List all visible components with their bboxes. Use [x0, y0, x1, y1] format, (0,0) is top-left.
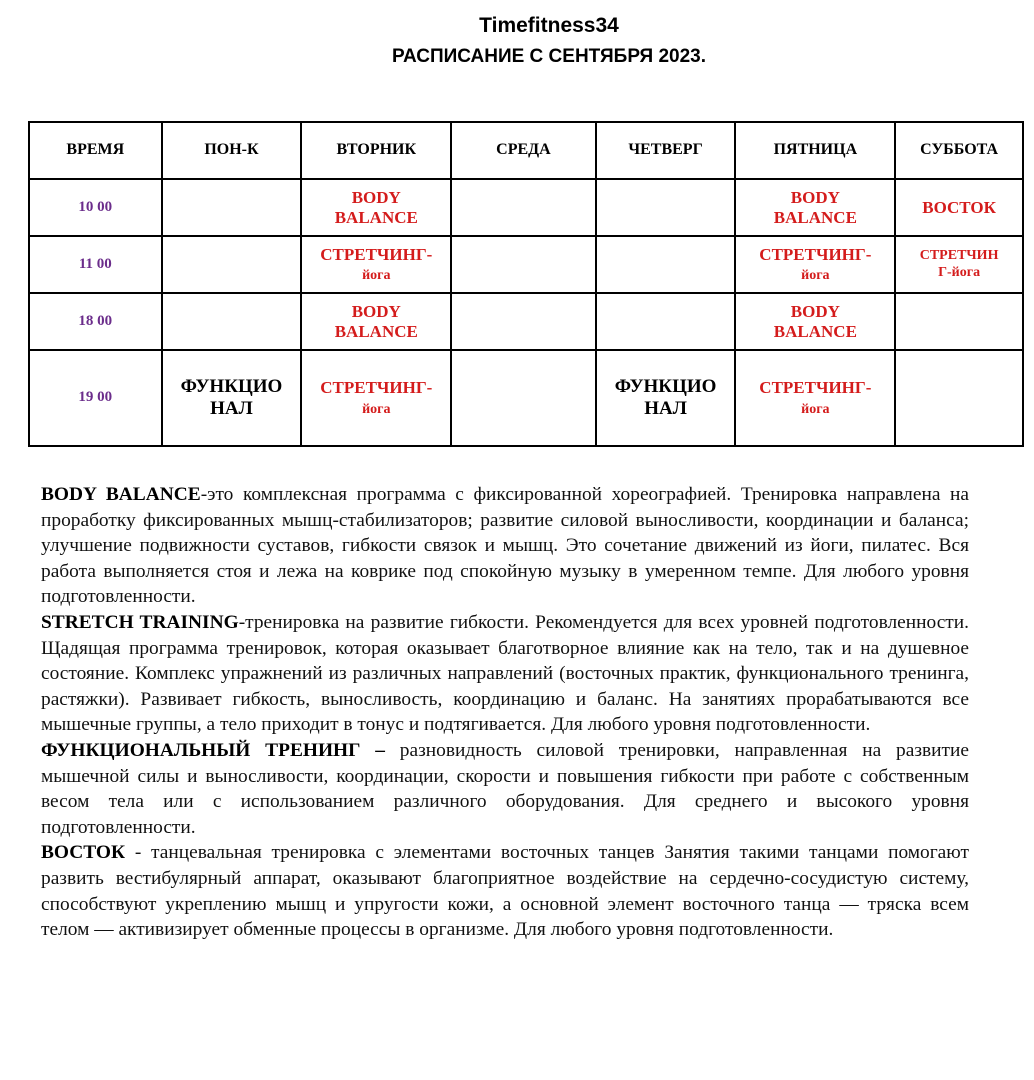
- tue-cell: [301, 350, 451, 446]
- fri-cell: [735, 179, 895, 236]
- class-line: BALANCE: [773, 207, 857, 227]
- gym-name: Timefitness34: [479, 14, 619, 37]
- fri-cell: [735, 236, 895, 293]
- wed-cell: [451, 350, 595, 446]
- class-line: йога: [362, 401, 391, 417]
- mon-cell: [162, 293, 302, 350]
- class-line: Г-йога: [938, 264, 981, 280]
- schedule-table: [28, 121, 1024, 447]
- sat-cell: [895, 350, 1023, 446]
- description-term: ВОСТОК: [41, 842, 126, 864]
- wed-cell: [451, 179, 595, 236]
- class-line: BALANCE: [334, 207, 418, 227]
- descriptions: [41, 482, 969, 943]
- mon-cell: [162, 236, 302, 293]
- description-term: BODY BALANCE: [41, 484, 201, 505]
- time-cell: 18 00: [29, 293, 162, 350]
- table-row: [29, 179, 1023, 236]
- class-line: BALANCE: [773, 321, 857, 341]
- col-header-wed: СРЕДА: [451, 122, 595, 179]
- mon-cell: [162, 179, 302, 236]
- class-line: ВОСТОК: [922, 197, 996, 217]
- class-line: ФУНКЦИО: [180, 376, 283, 398]
- col-header-fri: ПЯТНИЦА: [735, 122, 895, 179]
- tue-cell: [301, 236, 451, 293]
- wed-cell: [451, 293, 595, 350]
- time-cell: 11 00: [29, 236, 162, 293]
- mon-cell: [162, 350, 302, 446]
- description-vostok: [41, 840, 969, 942]
- schedule-title: РАСПИСАНИЕ С СЕНТЯБРЯ 2023.: [391, 46, 707, 67]
- class-line: НАЛ: [644, 398, 687, 419]
- class-line: йога: [801, 401, 830, 417]
- sat-cell: [895, 236, 1023, 293]
- description-body-balance: [41, 482, 969, 610]
- class-line: СТРЕТЧИНГ-: [320, 378, 433, 398]
- description-stretch: [41, 610, 969, 738]
- description-term: ФУНКЦИОНАЛЬНЫЙ ТРЕНИНГ –: [41, 739, 385, 761]
- table-row: [29, 293, 1023, 350]
- header-row: [29, 122, 1023, 179]
- tue-cell: [301, 293, 451, 350]
- thu-cell: [596, 293, 736, 350]
- class-line: ФУНКЦИО: [614, 376, 717, 398]
- description-functional: [41, 738, 969, 840]
- class-line: BODY: [790, 301, 840, 321]
- class-line: СТРЕТЧИНГ-: [759, 378, 872, 398]
- col-header-mon: ПОН-К: [162, 122, 302, 179]
- description-text: -тренировка на развитие гибкости. Рекомендуется для всех уровней подготовленности. Щадящая программа тренировок, которая оказывает благотворное влияние как на тело, так и на душевное состояние. Комплекс упражнений из различных направлений (восточных практик, функционального тренинга, растяжки). Развивает гибкость, выносливость, координацию и баланс. На занятиях прорабатываются все мышечные группы, а тело приходит в тонус и подтягивается. Для любого уровня подготовленности.: [41, 611, 969, 736]
- time-cell: 19 00: [29, 350, 162, 446]
- thu-cell: [596, 236, 736, 293]
- class-line: йога: [362, 268, 391, 284]
- description-text: разновидность силовой тренировки, направленная на развитие мышечной силы и выносливости, координации, скорости и повышения гибкости при работе с собственным весом тела или с использованием различного оборудования. Для среднего и высокого уровня подготовленности.: [41, 739, 969, 838]
- class-line: BODY: [351, 301, 401, 321]
- sat-cell: [895, 293, 1023, 350]
- class-line: BODY: [790, 187, 840, 207]
- col-header-tue: ВТОРНИК: [301, 122, 451, 179]
- col-header-sat: СУББОТА: [895, 122, 1023, 179]
- tue-cell: [301, 179, 451, 236]
- description-text: -это комплексная программа с фиксированной хореографией. Тренировка направлена на проработку фиксированных мышц-стабилизаторов; развитие силовой выносливости, координации и баланса; улучшение подвижности суставов, гибкости связок и мышц. Это сочетание движений из йоги, пилатес. Вся работа выполняется стоя и лежа на коврике под спокойную музыку в умеренном темпе. Для любого уровня подготовленности.: [41, 484, 969, 608]
- description-term: STRETCH TRAINING: [41, 611, 239, 633]
- class-line: BODY: [351, 187, 401, 207]
- thu-cell: [596, 179, 736, 236]
- table-row: [29, 350, 1023, 446]
- table-row: [29, 236, 1023, 293]
- fri-cell: [735, 350, 895, 446]
- col-header-time: ВРЕМЯ: [29, 122, 162, 179]
- class-line: BALANCE: [334, 321, 418, 341]
- wed-cell: [451, 236, 595, 293]
- class-line: СТРЕТЧИНГ-: [320, 244, 433, 264]
- sat-cell: [895, 179, 1023, 236]
- fri-cell: [735, 293, 895, 350]
- col-header-thu: ЧЕТВЕРГ: [596, 122, 736, 179]
- thu-cell: [596, 350, 736, 446]
- time-cell: 10 00: [29, 179, 162, 236]
- class-line: НАЛ: [210, 398, 253, 419]
- class-line: СТРЕТЧИНГ-: [759, 244, 872, 264]
- class-line: СТРЕТЧИН: [919, 248, 999, 264]
- description-text: - танцевальная тренировка с элементами восточных танцев Занятия такими танцами помогают развить вестибулярный аппарат, оказывают благоприятное воздействие на сердечно-сосудистую систему, способствуют укреплению мышц и упругости кожи, а основной элемент восточного танца — тряска всем телом — активизирует обменные процессы в организме. Для любого уровня подготовленности.: [41, 842, 969, 941]
- class-line: йога: [801, 268, 830, 284]
